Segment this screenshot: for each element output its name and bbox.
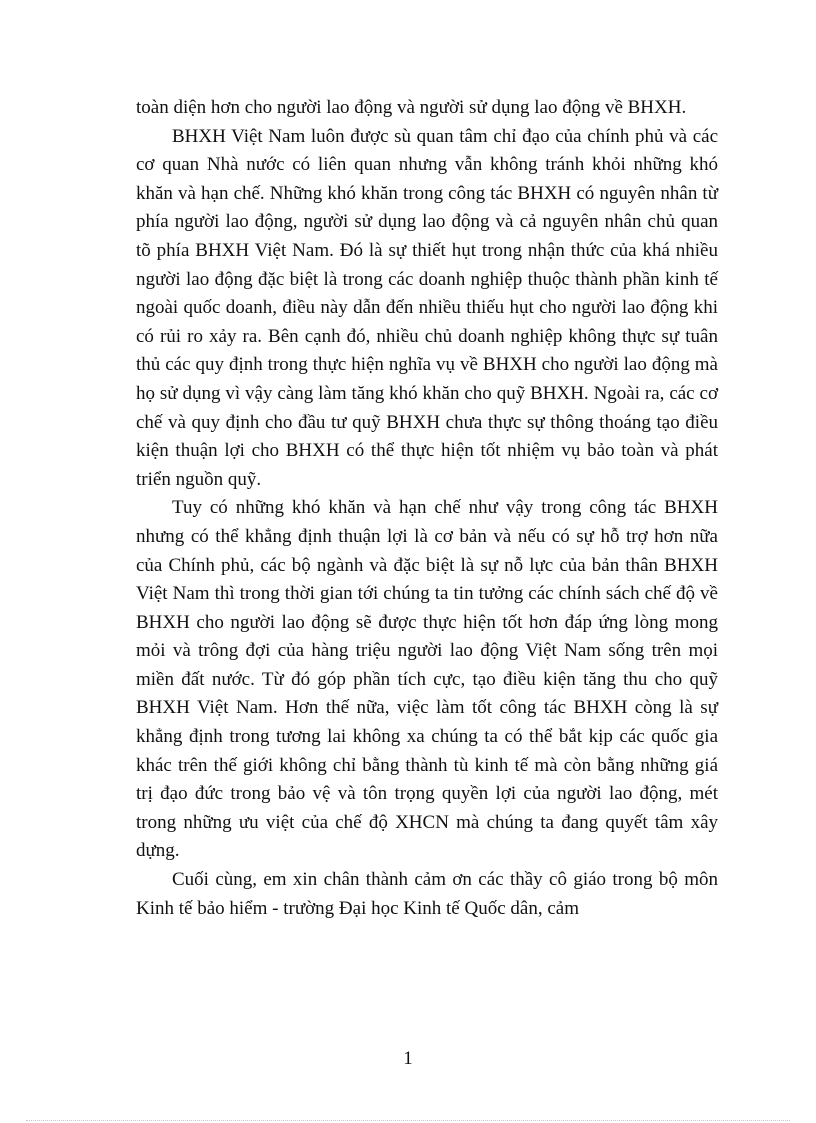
- page-bottom-border: [26, 1120, 790, 1121]
- paragraph-acknowledgement: Cuối cùng, em xin chân thành cảm ơn các thầy cô giáo trong bộ môn Kinh tế bảo hiểm - trường Đại học Kinh tế Quốc dân, cảm: [136, 869, 718, 919]
- paragraph-continuation: toàn diện hơn cho người lao động và người sử dụng lao động về BHXH.: [136, 97, 687, 118]
- body-text: [136, 94, 718, 923]
- paragraph-advantages: Tuy có những khó khăn và hạn chế như vậy trong công tác BHXH nhưng có thể khẳng định thuận lợi là cơ bản và nếu có sự hỗ trợ hơn nữa của Chính phủ, các bộ ngành và đặc biệt là sự nỗ lực của bản thân BHXH Việt Nam thì trong thời gian tới chúng ta tin tưởng các chính sách chế độ về BHXH cho người lao động sẽ được thực hiện tốt hơn đáp ứng lòng mong mỏi và trông đợi của hàng triệu người lao động Việt Nam sống trên mọi miền đất nước. Từ đó góp phần tích cực, tạo điều kiện tăng thu cho quỹ BHXH Việt Nam. Hơn thế nữa, việc làm tốt công tác BHXH còng là sự khẳng định trong tương lai không xa chúng ta có thể bắt kịp các quốc gia khác trên thế giới không chỉ bằng thành tù kinh tế mà còn bằng những giá trị đạo đức trong bảo vệ và tôn trọng quyền lợi của người lao động, mét trong những ưu việt của chế độ XHCN mà chúng ta đang quyết tâm xây dựng.: [136, 497, 718, 862]
- page-number: 1: [403, 1048, 413, 1069]
- paragraph-difficulties: BHXH Việt Nam luôn được sù quan tâm chỉ đạo của chính phủ và các cơ quan Nhà nước có liên quan nhưng vẫn không tránh khỏi những khó khăn và hạn chế. Những khó khăn trong công tác BHXH có nguyên nhân từ phía người lao động, người sử dụng lao động và cả nguyên nhân chủ quan tõ phía BHXH Việt Nam. Đó là sự thiết hụt trong nhận thức của khá nhiều người lao động đặc biệt là trong các doanh nghiệp thuộc thành phần kinh tế ngoài quốc doanh, điều này dẫn đến nhiều thiếu hụt cho người lao động khi có rủi ro xảy ra. Bên cạnh đó, nhiều chủ doanh nghiệp không thực sự tuân thủ các quy định trong thực hiện nghĩa vụ về BHXH cho người lao động mà họ sử dụng vì vậy càng làm tăng khó khăn cho quỹ BHXH. Ngoài ra, các cơ chế và quy định cho đầu tư quỹ BHXH chưa thực sự thông thoáng tạo điều kiện thuận lợi cho BHXH có thể thực hiện tốt nhiệm vụ bảo toàn và phát triển nguồn quỹ.: [136, 125, 718, 490]
